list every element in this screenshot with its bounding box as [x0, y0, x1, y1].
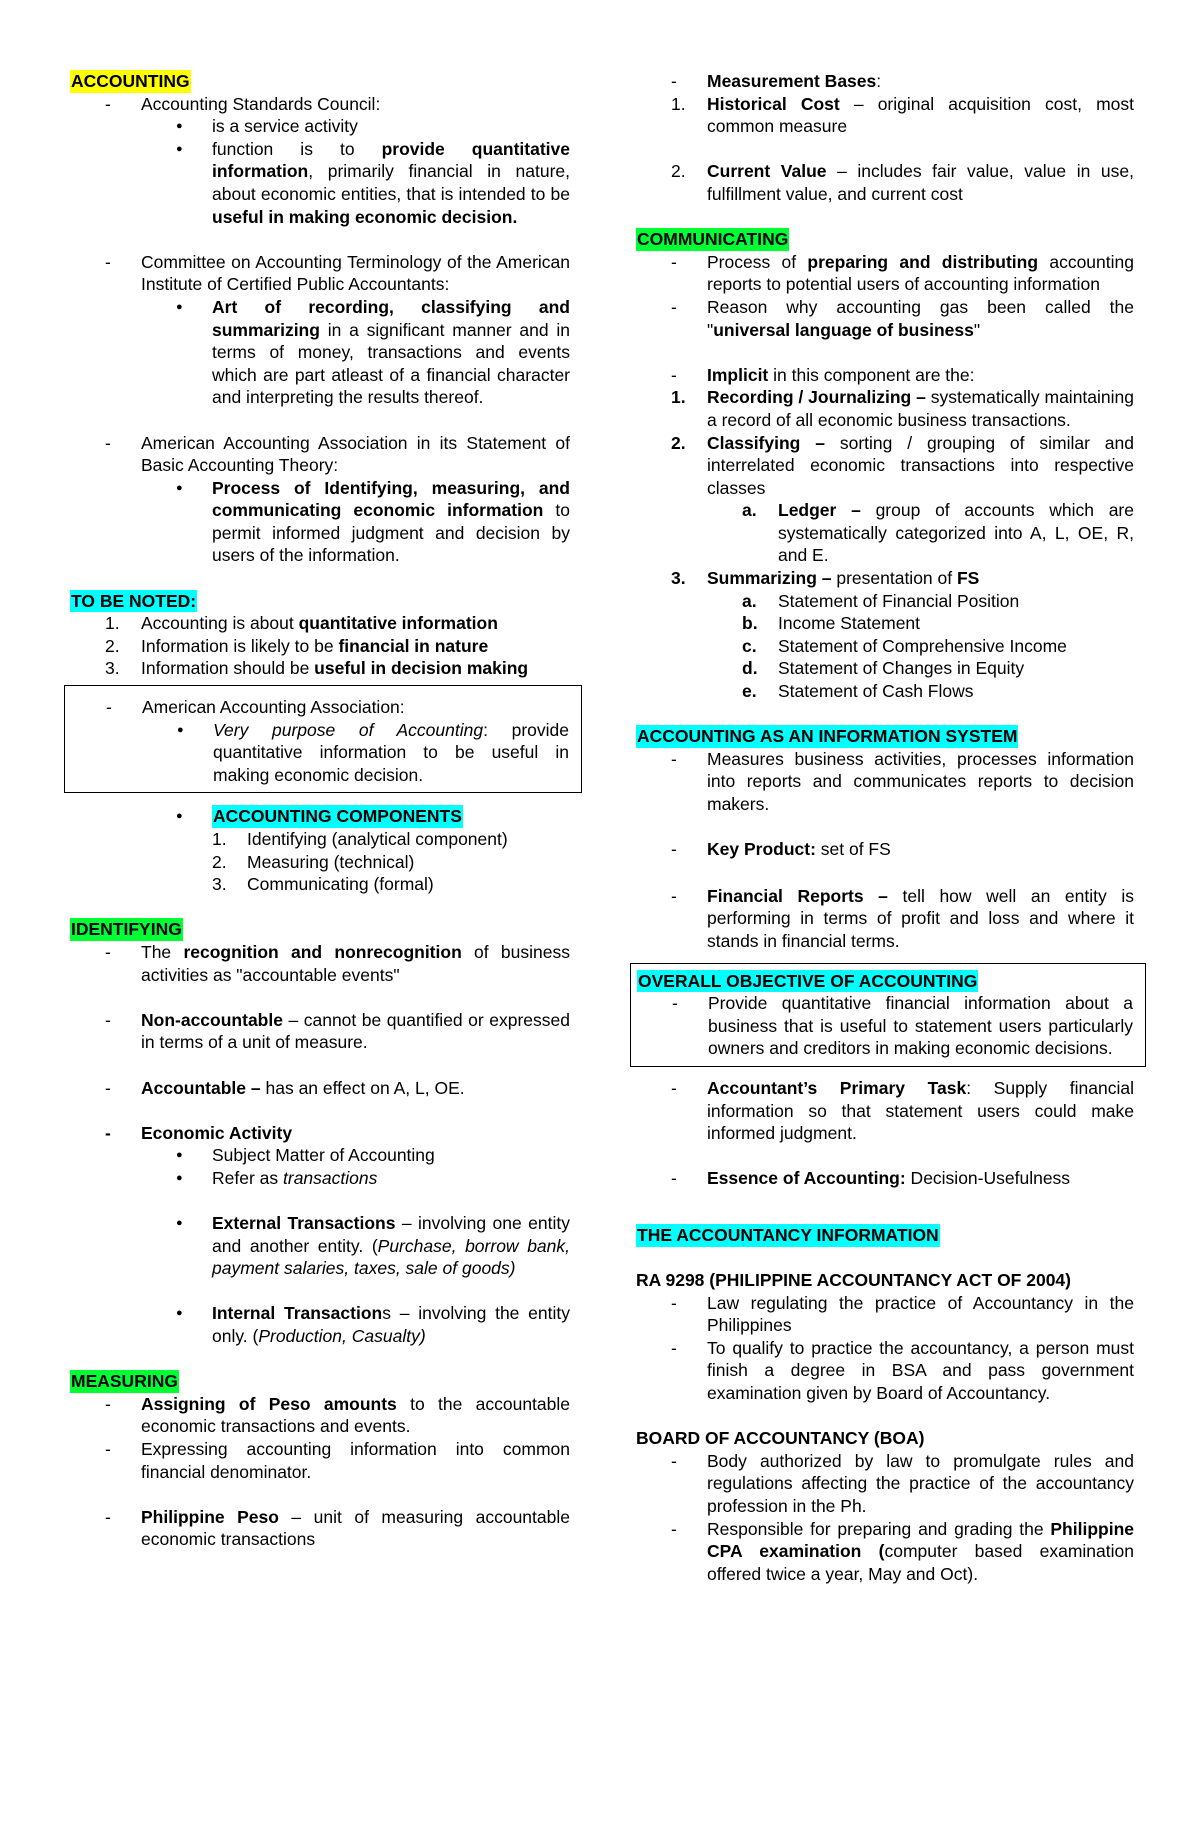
aaa-box-title: - American Accounting Association:: [71, 696, 569, 719]
asc-bullet-service: ● is a service activity: [70, 115, 570, 138]
info-system-heading: ACCOUNTING AS AN INFORMATION SYSTEM: [637, 726, 1018, 747]
boa-heading: BOARD OF ACCOUNTANCY (BOA): [636, 1428, 925, 1449]
ra-9298-heading: RA 9298 (PHILIPPINE ACCOUNTANCY ACT OF 2004): [636, 1270, 1071, 1291]
overall-objective-box: [630, 963, 1146, 1067]
classifying: 2. Classifying – sorting / grouping of similar and interrelated economic transactions into respective classes: [671, 432, 1134, 498]
info-system-financial-reports: - Financial Reports – tell how well an entity is performing in terms of profit and loss and where it stands in financial terms.: [636, 885, 1134, 953]
aaa-purpose-box: [64, 685, 582, 793]
aaa-box-bullet: ● Very purpose of Accounting: provide quantitative information to be useful in making economic decision.: [71, 719, 569, 787]
asc-bullet-function: ● function is to provide quantitative information, primarily financial in nature, about economic entities, that is intended to be useful in making economic decision.: [70, 138, 570, 228]
historical-cost: 1. Historical Cost – original acquisition cost, most common measure: [671, 93, 1134, 137]
boa-body: - Body authorized by law to promulgate rules and regulations affecting the practice of the accountancy profession in the Ph.: [636, 1450, 1134, 1518]
components-heading: ACCOUNTING COMPONENTS: [213, 806, 462, 827]
aaa-bullet: ● Process of Identifying, measuring, and communicating economic information to permit informed judgment and decision by users of the information.: [70, 477, 570, 567]
overall-objective: - Provide quantitative financial information about a business that is useful to statement users particularly owners and creditors in making economic decisions.: [637, 992, 1133, 1060]
identifying-heading: IDENTIFYING: [71, 919, 182, 940]
noted-item-1: 1. Accounting is about quantitative information: [105, 613, 498, 634]
component-item-3: 3. Communicating (formal): [212, 874, 434, 895]
aaa-definition: - American Accounting Association in its Statement of Basic Accounting Theory:: [70, 432, 570, 477]
committee-bullet: ● Art of recording, classifying and summarizing in a significant manner and in terms of money, transactions and events which are part atleast of a financial character and interpreting the results thereof.: [70, 296, 570, 409]
info-system-measures: - Measures business activities, processes information into reports and communicates reports to decision makers.: [636, 748, 1134, 816]
asc-definition: - Accounting Standards Council:: [70, 93, 570, 116]
info-system-key-product: - Key Product: set of FS: [636, 838, 1134, 861]
right-column: [636, 70, 1134, 1585]
component-item-1: 1. Identifying (analytical component): [212, 829, 508, 849]
ledger: a. Ledger – group of accounts which are systematically categorized into A, L, OE, R, and E.: [742, 500, 1134, 566]
communicating-process: - Process of preparing and distributing accounting reports to potential users of accounting information: [636, 251, 1134, 296]
identifying-accountable: - Accountable – has an effect on A, L, OE.: [70, 1077, 570, 1100]
boa-responsible: - Responsible for preparing and grading the Philippine CPA examination (computer based examination offered twice a year, May and Oct).: [636, 1518, 1134, 1586]
components-bullet: [70, 805, 570, 828]
component-item-2: 2. Measuring (technical): [212, 851, 415, 872]
left-column: [70, 70, 570, 1551]
communicating-heading: COMMUNICATING: [637, 229, 789, 250]
identifying-recognition: - The recognition and nonrecognition of business activities as "accountable events": [70, 941, 570, 986]
measuring-heading: MEASURING: [71, 1371, 178, 1392]
economic-activity-transactions: ● Refer as transactions: [70, 1167, 570, 1190]
measuring-assigning: - Assigning of Peso amounts to the accountable economic transactions and events.: [70, 1393, 570, 1438]
communicating-implicit: - Implicit in this component are the:: [636, 364, 1134, 387]
external-transactions: ● External Transactions – involving one entity and another entity. (Purchase, borrow bank, payment salaries, taxes, sale of goods): [70, 1212, 570, 1280]
overall-heading: OVERALL OBJECTIVE OF ACCOUNTING: [638, 970, 978, 991]
recording-journalizing: 1. Recording / Journalizing – systematically maintaining a record of all economic business transactions.: [671, 387, 1134, 430]
noted-item-3: 3. Information should be useful in decision making: [105, 658, 529, 679]
ra-law: - Law regulating the practice of Accountancy in the Philippines: [636, 1292, 1134, 1337]
communicating-universal-language: - Reason why accounting gas been called the "universal language of business": [636, 296, 1134, 341]
measuring-peso: - Philippine Peso – unit of measuring accountable economic transactions: [70, 1506, 570, 1551]
fs-item-b: b. Income Statement: [742, 613, 921, 634]
accounting-heading: ACCOUNTING: [71, 71, 190, 91]
essence-of-accounting: - Essence of Accounting: Decision-Usefulness: [636, 1167, 1134, 1190]
identifying-economic-activity: - Economic Activity: [70, 1122, 570, 1145]
accountancy-heading: THE ACCOUNTANCY INFORMATION: [637, 1224, 939, 1245]
accountant-primary-task: - Accountant’s Primary Task: Supply financial information so that statement users could make informed judgment.: [636, 1077, 1134, 1145]
internal-transactions: ● Internal Transactions – involving the entity only. (Production, Casualty): [70, 1302, 570, 1347]
fs-item-c: c. Statement of Comprehensive Income: [742, 635, 1067, 656]
noted-item-2: 2. Information is likely to be financial in nature: [105, 635, 489, 656]
measuring-expressing: - Expressing accounting information into common financial denominator.: [70, 1438, 570, 1483]
current-value: 2. Current Value – includes fair value, value in use, fulfillment value, and current cost: [671, 161, 1134, 204]
to-be-noted-heading: TO BE NOTED:: [71, 590, 197, 611]
fs-item-a: a. Statement of Financial Position: [742, 590, 1020, 611]
ra-qualify: - To qualify to practice the accountancy, a person must finish a degree in BSA and pass government examination given by Board of Accountancy.: [636, 1337, 1134, 1405]
identifying-non-accountable: - Non-accountable – cannot be quantified or expressed in terms of a unit of measure.: [70, 1009, 570, 1054]
fs-item-e: e. Statement of Cash Flows: [742, 681, 974, 702]
committee-definition: - Committee on Accounting Terminology of the American Institute of Certified Public Accountants:: [70, 251, 570, 296]
fs-item-d: d. Statement of Changes in Equity: [742, 658, 1025, 679]
measurement-bases: - Measurement Bases:: [636, 70, 1134, 93]
economic-activity-subject: ● Subject Matter of Accounting: [70, 1144, 570, 1167]
summarizing: 3. Summarizing – presentation of FS: [671, 568, 980, 589]
